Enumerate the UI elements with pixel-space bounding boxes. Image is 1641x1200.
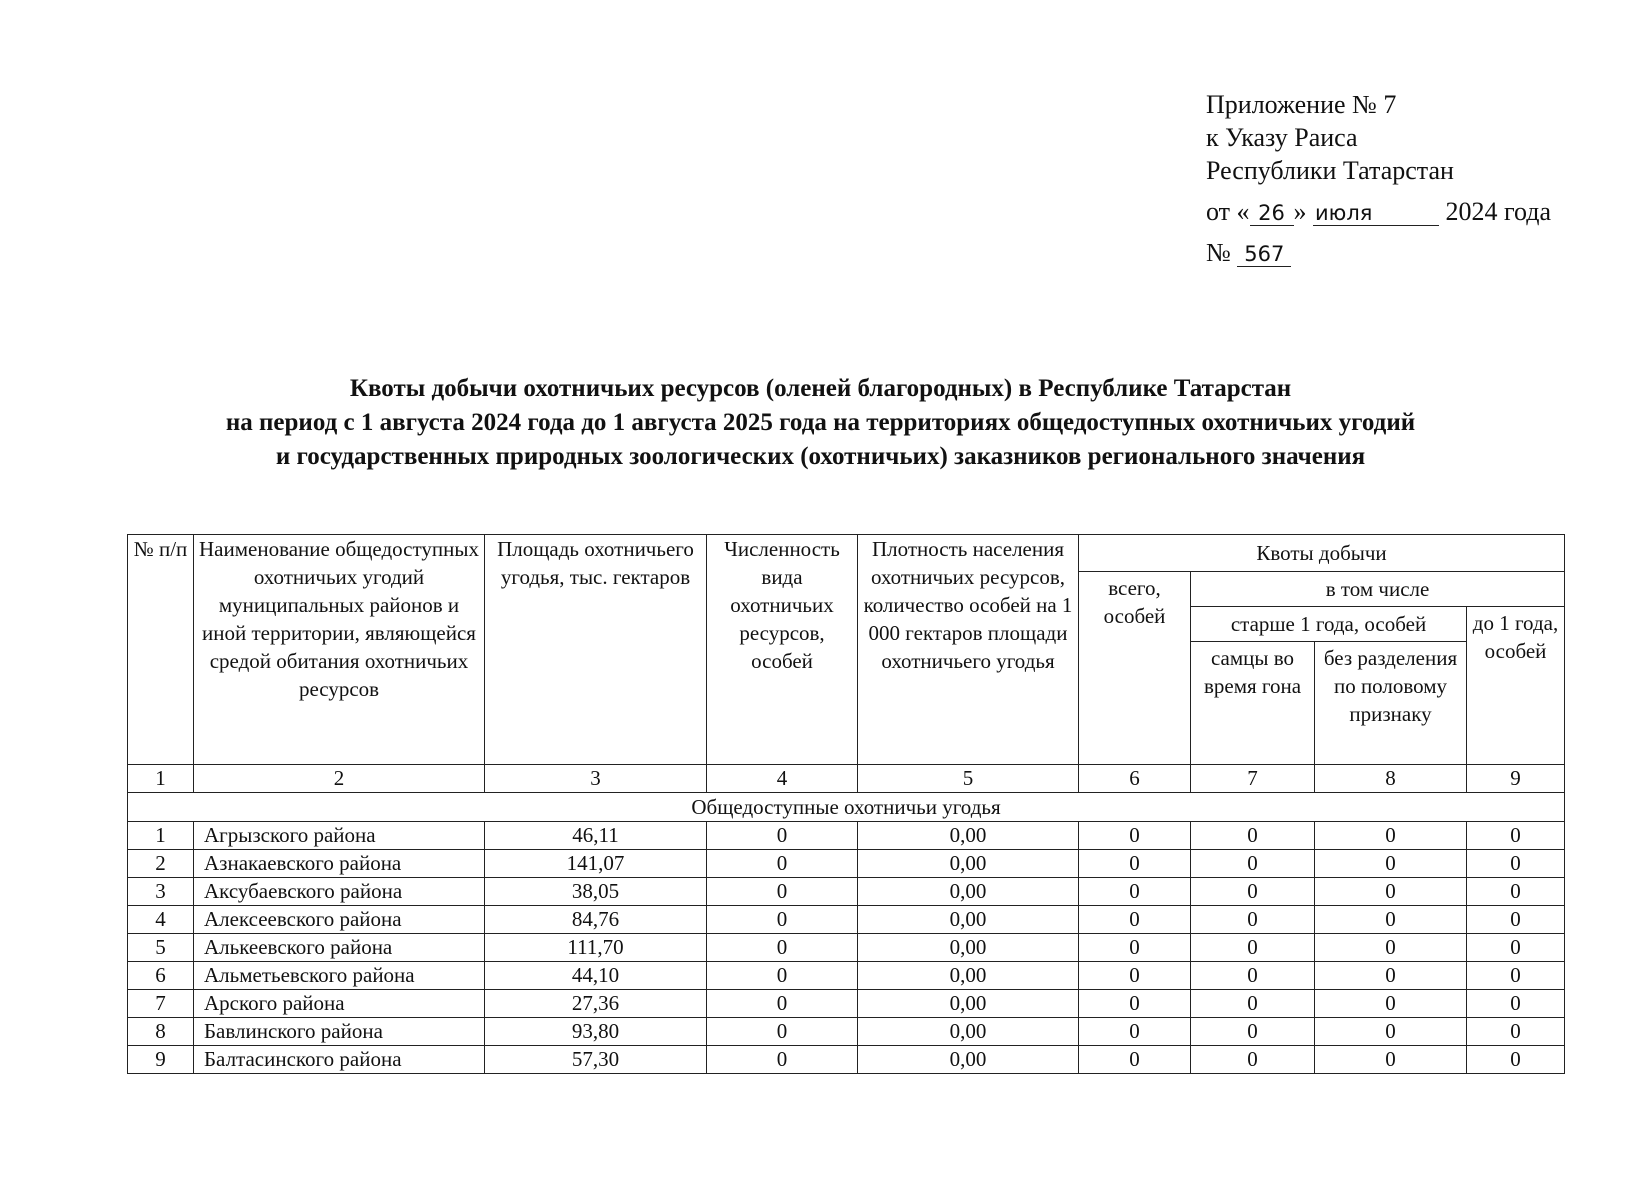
cell-nosex: 0 [1315, 1046, 1467, 1074]
cell-under: 0 [1467, 962, 1565, 990]
col-num-1: 1 [128, 765, 194, 793]
appendix-line-1: Приложение № 7 [1206, 90, 1397, 119]
cell-density: 0,00 [858, 850, 1079, 878]
cell-population: 0 [707, 878, 858, 906]
header-population: Численность вида охотничьих ресурсов, особей [707, 535, 858, 765]
cell-density: 0,00 [858, 822, 1079, 850]
col-num-3: 3 [485, 765, 707, 793]
section-title: Общедоступные охотничьи угодья [128, 793, 1565, 822]
table-row [128, 878, 1565, 906]
cell-under: 0 [1467, 878, 1565, 906]
cell-under: 0 [1467, 990, 1565, 1018]
cell-population: 0 [707, 962, 858, 990]
table-row [128, 1018, 1565, 1046]
cell-total: 0 [1079, 934, 1191, 962]
decree-date [1206, 195, 1551, 228]
cell-area: 111,70 [485, 934, 707, 962]
document-title [0, 372, 1641, 474]
number-prefix: № [1206, 238, 1231, 267]
cell-area: 44,10 [485, 962, 707, 990]
table-row [128, 822, 1565, 850]
cell-area: 46,11 [485, 822, 707, 850]
cell-name: Алексеевского района [194, 906, 485, 934]
col-num-4: 4 [707, 765, 858, 793]
column-number-row [128, 765, 1565, 793]
header-quotas: Квоты добычи [1079, 535, 1565, 572]
cell-nosex: 0 [1315, 1018, 1467, 1046]
cell-nosex: 0 [1315, 878, 1467, 906]
cell-total: 0 [1079, 962, 1191, 990]
cell-population: 0 [707, 990, 858, 1018]
cell-males: 0 [1191, 934, 1315, 962]
cell-num: 1 [128, 822, 194, 850]
cell-density: 0,00 [858, 962, 1079, 990]
cell-density: 0,00 [858, 1046, 1079, 1074]
cell-population: 0 [707, 850, 858, 878]
date-day: 26 [1250, 201, 1294, 226]
cell-under: 0 [1467, 934, 1565, 962]
cell-total: 0 [1079, 1018, 1191, 1046]
cell-density: 0,00 [858, 906, 1079, 934]
header-name: Наименование общедоступных охотничьих угодий муниципальных районов и иной территории, являющейся средой обитания охотничьих ресурсов [194, 535, 485, 765]
table-row [128, 850, 1565, 878]
cell-num: 2 [128, 850, 194, 878]
cell-nosex: 0 [1315, 962, 1467, 990]
appendix-line-2: к Указу Раиса [1206, 123, 1358, 152]
cell-males: 0 [1191, 1046, 1315, 1074]
cell-under: 0 [1467, 906, 1565, 934]
cell-name: Алькеевского района [194, 934, 485, 962]
col-num-9: 9 [1467, 765, 1565, 793]
col-num-7: 7 [1191, 765, 1315, 793]
cell-name: Азнакаевского района [194, 850, 485, 878]
decree-number [1206, 236, 1551, 269]
date-suffix: 2024 года [1445, 197, 1552, 226]
cell-males: 0 [1191, 962, 1315, 990]
cell-area: 93,80 [485, 1018, 707, 1046]
col-num-6: 6 [1079, 765, 1191, 793]
cell-area: 57,30 [485, 1046, 707, 1074]
cell-density: 0,00 [858, 934, 1079, 962]
cell-num: 5 [128, 934, 194, 962]
cell-population: 0 [707, 1018, 858, 1046]
appendix-line-3: Республики Татарстан [1206, 156, 1454, 185]
cell-num: 8 [128, 1018, 194, 1046]
cell-num: 9 [128, 1046, 194, 1074]
cell-density: 0,00 [858, 1018, 1079, 1046]
cell-total: 0 [1079, 1046, 1191, 1074]
cell-name: Агрызского района [194, 822, 485, 850]
cell-nosex: 0 [1315, 906, 1467, 934]
cell-males: 0 [1191, 1018, 1315, 1046]
appendix-block [1206, 88, 1551, 269]
cell-num: 3 [128, 878, 194, 906]
cell-nosex: 0 [1315, 990, 1467, 1018]
title-line-2: на период с 1 августа 2024 года до 1 августа 2025 года на территориях общедоступных охотничьих угодий [225, 409, 1416, 436]
header-num: № п/п [128, 535, 194, 765]
table-row [128, 990, 1565, 1018]
cell-males: 0 [1191, 990, 1315, 1018]
cell-area: 38,05 [485, 878, 707, 906]
cell-num: 4 [128, 906, 194, 934]
cell-name: Бавлинского района [194, 1018, 485, 1046]
cell-males: 0 [1191, 906, 1315, 934]
cell-area: 27,36 [485, 990, 707, 1018]
number-value: 567 [1237, 242, 1291, 267]
cell-total: 0 [1079, 822, 1191, 850]
cell-name: Арского района [194, 990, 485, 1018]
header-density: Плотность населения охотничьих ресурсов, количество особей на 1 000 гектаров площади охотничьего угодья [858, 535, 1079, 765]
cell-area: 141,07 [485, 850, 707, 878]
header-under: до 1 года, особей [1467, 607, 1565, 765]
date-month: июля [1313, 201, 1439, 226]
quota-table [127, 534, 1565, 1074]
cell-num: 6 [128, 962, 194, 990]
header-total: всего, особей [1079, 572, 1191, 765]
cell-area: 84,76 [485, 906, 707, 934]
header-nosex: без разделения по половому признаку [1315, 642, 1467, 765]
header-including: в том числе [1191, 572, 1565, 607]
cell-density: 0,00 [858, 878, 1079, 906]
table-row [128, 962, 1565, 990]
title-line-3: и государственных природных зоологических (охотничьих) заказников регионального значения [275, 443, 1366, 470]
table-row [128, 934, 1565, 962]
cell-total: 0 [1079, 878, 1191, 906]
title-line-1: Квоты добычи охотничьих ресурсов (оленей благородных) в Республике Татарстан [349, 375, 1292, 402]
date-prefix: от « [1206, 197, 1250, 226]
cell-name: Балтасинского района [194, 1046, 485, 1074]
cell-total: 0 [1079, 906, 1191, 934]
col-num-8: 8 [1315, 765, 1467, 793]
section-row [128, 793, 1565, 822]
header-older: старше 1 года, особей [1191, 607, 1467, 642]
cell-males: 0 [1191, 822, 1315, 850]
header-males: самцы во время гона [1191, 642, 1315, 765]
cell-population: 0 [707, 934, 858, 962]
col-num-2: 2 [194, 765, 485, 793]
cell-nosex: 0 [1315, 850, 1467, 878]
col-num-5: 5 [858, 765, 1079, 793]
cell-population: 0 [707, 906, 858, 934]
table-row [128, 1046, 1565, 1074]
table-row [128, 906, 1565, 934]
header-area: Площадь охотничьего угодья, тыс. гектаров [485, 535, 707, 765]
cell-population: 0 [707, 822, 858, 850]
cell-num: 7 [128, 990, 194, 1018]
cell-population: 0 [707, 1046, 858, 1074]
cell-nosex: 0 [1315, 934, 1467, 962]
cell-under: 0 [1467, 822, 1565, 850]
cell-name: Аксубаевского района [194, 878, 485, 906]
cell-total: 0 [1079, 990, 1191, 1018]
cell-under: 0 [1467, 850, 1565, 878]
cell-males: 0 [1191, 878, 1315, 906]
cell-total: 0 [1079, 850, 1191, 878]
cell-nosex: 0 [1315, 822, 1467, 850]
cell-under: 0 [1467, 1046, 1565, 1074]
date-mid: » [1293, 197, 1307, 226]
cell-name: Альметьевского района [194, 962, 485, 990]
cell-males: 0 [1191, 850, 1315, 878]
cell-under: 0 [1467, 1018, 1565, 1046]
cell-density: 0,00 [858, 990, 1079, 1018]
